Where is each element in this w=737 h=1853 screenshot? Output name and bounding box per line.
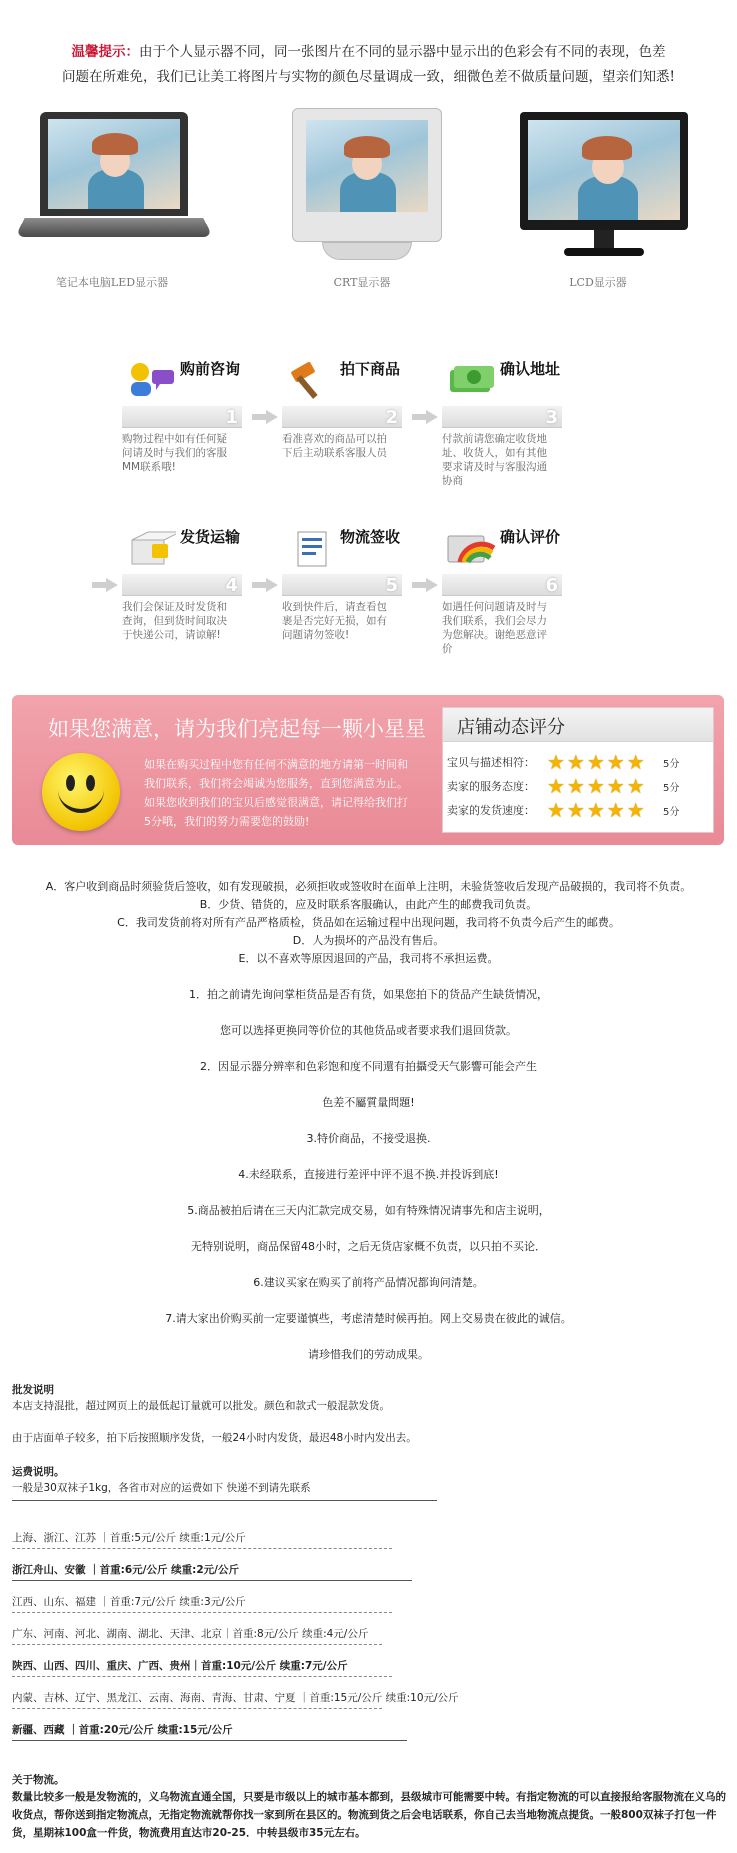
notice-line-1: 由于个人显示器不同，同一张图片在不同的显示器中显示出的色彩会有不同的表现，色差 xyxy=(139,44,666,60)
logistics-text: 数量比较多一般是发物流的，义乌物流直通全国，只要是市级以上的城市基本都到，县级城市可能需要中转。有指定物流的可以直接报给客服物流在义乌的收货点，帮你送到指定物流点，无指定物流就帮你找一家到所在县区的。物流到货之后会电话联系，你自己去当地物流点提货。一般800双袜子打包一件货，星期袜100盒一件货，物流费用直达市20-25．中转县级市35元左右。 xyxy=(12,1791,726,1839)
shipping-heading: 运费说明。 xyxy=(12,1466,65,1478)
rating-score: 5分 xyxy=(663,783,680,794)
arrow-icon xyxy=(412,578,438,592)
notice-label: 温馨提示： xyxy=(71,44,139,60)
arrow-icon xyxy=(252,578,278,592)
divider xyxy=(12,1708,382,1709)
divider xyxy=(12,1612,392,1613)
money-icon xyxy=(446,360,496,400)
smiley-face-icon xyxy=(42,753,120,831)
crt-monitor-image xyxy=(262,108,462,298)
purchase-process-flow xyxy=(30,330,710,660)
step-description: 购物过程中如有任何疑问请及时与我们的客服MM联系哦! xyxy=(122,433,227,473)
term-line: 3.特价商品，不接受退换. xyxy=(306,1132,431,1145)
step-confirm-address xyxy=(442,358,572,508)
step-sign xyxy=(282,526,412,676)
document-icon xyxy=(286,528,336,568)
monitor-caption: LCD显示器 xyxy=(569,276,627,289)
term-line: C．我司发货前将对所有产品严格质检，货品如在运输过程中出现问题，我司将不负责今后产生的邮费。 xyxy=(117,916,620,929)
shipping-rate-row: 新疆、西藏 ｜首重:20元/公斤 续重:15元/公斤 xyxy=(12,1724,233,1736)
step-number: 6 xyxy=(545,575,558,596)
step-review xyxy=(442,526,572,676)
rating-score: 5分 xyxy=(663,759,680,770)
term-line: 2．因显示器分辨率和色彩饱和度不同還有拍攝受天气影響可能会产生 xyxy=(200,1060,537,1073)
delivery-box-icon xyxy=(126,528,176,568)
arrow-icon xyxy=(252,410,278,424)
shop-rating-box xyxy=(442,707,714,833)
term-line: 请珍惜我们的劳动成果。 xyxy=(308,1348,429,1361)
step-description: 付款前请您确定收货地址、收货人，如有其他要求请及时与客服沟通协商 xyxy=(442,433,547,487)
term-line: 色差不屬質量問題! xyxy=(322,1096,415,1109)
rating-label: 宝贝与描述相符： xyxy=(447,756,535,769)
wholesale-heading: 批发说明 xyxy=(12,1384,54,1396)
laptop-monitor-image xyxy=(12,108,212,298)
step-title: 确认地址 xyxy=(500,360,561,378)
rating-score: 5分 xyxy=(663,807,680,818)
term-line: 7.请大家出价购买前一定要谨慎些，考虑清楚时候再拍。网上交易贵在彼此的诚信。 xyxy=(165,1312,572,1325)
term-line: 您可以选择更换同等价位的其他货品或者要求我们退回货款。 xyxy=(220,1024,517,1037)
monitor-caption: CRT显示器 xyxy=(333,276,391,289)
rating-row xyxy=(447,798,713,820)
term-line: 5.商品被拍后请在三天内汇款完成交易，如有特殊情况请事先和店主说明， xyxy=(187,1204,550,1217)
wholesale-text: 由于店面单子较多，拍下后按照顺序发货，一般24小时内发货，最迟48小时内发出去。 xyxy=(12,1432,417,1444)
step-description: 我们会保证及时发货和查询，但到货时间取决于快递公司，请谅解! xyxy=(122,601,227,641)
term-line: D．人为损坏的产品没有售后。 xyxy=(292,934,445,947)
step-title: 确认评价 xyxy=(500,528,561,546)
term-line: E．以不喜欢等原因退回的产品，我司将不承担运费。 xyxy=(238,952,499,965)
rating-banner xyxy=(12,695,724,845)
shipping-rate-row: 陕西、山西、四川、重庆、广西、贵州｜首重:10元/公斤 续重:7元/公斤 xyxy=(12,1660,348,1672)
screen-photo xyxy=(528,120,680,220)
banner-message: 如果在购买过程中您有任何不满意的地方请第一时间和我们联系，我们将会竭诚为您服务，直到您满意为止。如果您收到我们的宝贝后感觉很满意，请记得给我们打5分哦，我们的努力需要您的鼓励! xyxy=(144,758,408,828)
wholesale-text: 本店支持混批，超过网页上的最低起订量就可以批发。颜色和款式一般混款发货。 xyxy=(12,1400,390,1412)
screen-photo xyxy=(306,120,428,212)
step-number: 3 xyxy=(545,407,558,428)
step-description: 如遇任何问题请及时与我们联系，我们会尽力为您解决。谢绝恶意评价 xyxy=(442,601,547,655)
term-line: 1．拍之前请先询问掌柜货品是否有货，如果您拍下的货品产生缺货情况， xyxy=(189,988,548,1001)
auction-hammer-icon xyxy=(286,360,336,400)
color-difference-notice xyxy=(0,40,737,90)
step-description: 看准喜欢的商品可以拍下后主动联系客服人员 xyxy=(282,433,387,459)
notice-line-2: 问题在所难免，我们已让美工将图片与实物的颜色尽量调成一致，细微色差不做质量问题，望亲们知悉! xyxy=(62,69,675,85)
screen-photo xyxy=(48,119,180,209)
rating-label: 卖家的服务态度： xyxy=(447,780,535,793)
divider xyxy=(12,1580,412,1581)
step-description: 收到快件后，请查看包裹是否完好无损，如有问题请勿签收! xyxy=(282,601,387,641)
step-consult xyxy=(122,358,252,508)
rating-row xyxy=(447,774,713,796)
divider xyxy=(12,1500,437,1501)
rainbow-monitor-icon xyxy=(446,528,496,568)
arrow-icon xyxy=(412,410,438,424)
shipping-rate-row: 广东、河南、河北、湖南、湖北、天津、北京｜首重:8元/公斤 续重:4元/公斤 xyxy=(12,1628,369,1640)
step-title: 发货运输 xyxy=(180,528,241,546)
star-rating-icon: ★★★★★ xyxy=(547,774,647,798)
term-line: 6.建议买家在购买了前将产品情况都询问清楚。 xyxy=(253,1276,484,1289)
chat-user-icon xyxy=(126,360,176,400)
lcd-monitor-image xyxy=(498,108,698,298)
monitor-comparison xyxy=(0,108,737,298)
rating-row xyxy=(447,750,713,772)
rating-title: 店铺动态评分 xyxy=(443,708,713,742)
divider xyxy=(12,1676,392,1677)
step-title: 购前咨询 xyxy=(180,360,241,378)
term-line: 4.未经联系，直接进行差评中评不退不换.并投诉到底! xyxy=(238,1168,499,1181)
step-order xyxy=(282,358,412,508)
star-rating-icon: ★★★★★ xyxy=(547,798,647,822)
term-line: A．客户收到商品时须验货后签收，如有发现破损，必须拒收或签收时在面单上注明，未验货签收后发现产品破损的，我司将不负责。 xyxy=(45,880,692,893)
step-number: 5 xyxy=(385,575,398,596)
shipping-rate-row: 内蒙、吉林、辽宁、黑龙江、云南、海南、青海、甘肃、宁夏 ｜首重:15元/公斤 续重:10元/公斤 xyxy=(12,1692,459,1704)
step-number: 2 xyxy=(385,407,398,428)
divider xyxy=(12,1548,392,1549)
arrow-icon xyxy=(92,578,118,592)
step-title: 物流签收 xyxy=(340,528,401,546)
shipping-rate-row: 江西、山东、福建 ｜首重:7元/公斤 续重:3元/公斤 xyxy=(12,1596,246,1608)
term-line: 无特别说明，商品保留48小时，之后无货店家概不负责，以只拍不买论． xyxy=(191,1240,546,1253)
shipping-rate-row: 浙江舟山、安徽 ｜首重:6元/公斤 续重:2元/公斤 xyxy=(12,1564,239,1576)
divider xyxy=(12,1644,382,1645)
shipping-rate-row: 上海、浙江、江苏 ｜首重:5元/公斤 续重:1元/公斤 xyxy=(12,1532,246,1544)
divider xyxy=(12,1740,407,1741)
step-shipping xyxy=(122,526,252,676)
step-title: 拍下商品 xyxy=(340,360,401,378)
rating-label: 卖家的发货速度： xyxy=(447,804,535,817)
term-line: B．少货、错货的，应及时联系客服确认，由此产生的邮费我司负责。 xyxy=(199,898,538,911)
star-rating-icon: ★★★★★ xyxy=(547,750,647,774)
step-number: 1 xyxy=(225,407,238,428)
logistics-heading: 关于物流。 xyxy=(12,1774,65,1786)
step-number: 4 xyxy=(225,575,238,596)
shipping-intro: 一般是30双袜子1kg，各省市对应的运费如下 快递不到请先联系 xyxy=(12,1482,311,1494)
banner-slogan: 如果您满意，请为我们亮起每一颗小星星 xyxy=(48,717,426,741)
monitor-caption: 笔记本电脑LED显示器 xyxy=(55,276,169,289)
